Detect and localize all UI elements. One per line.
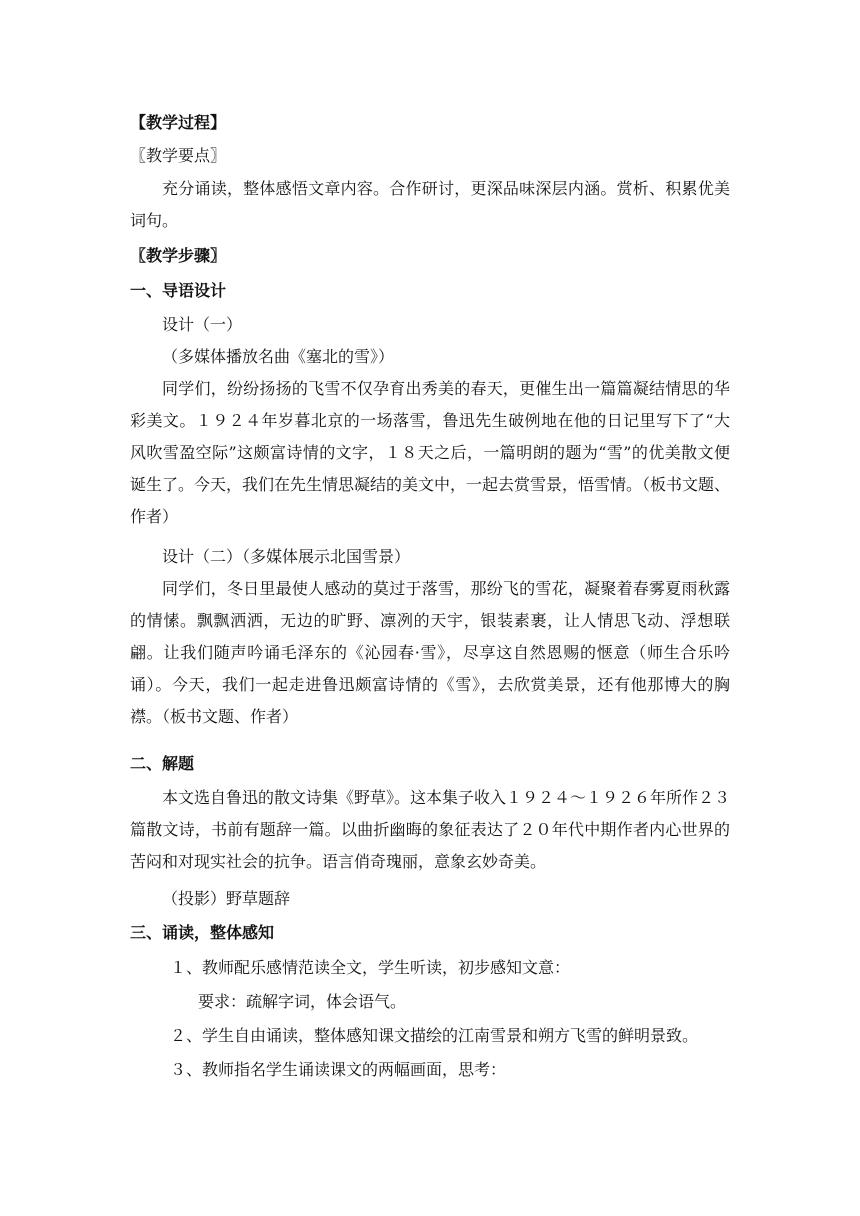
heading-teaching-points: 〖教学要点〗 bbox=[130, 146, 227, 165]
section-3-title: 三、诵读，整体感知 bbox=[130, 923, 275, 942]
design-1-media: （多媒体播放名曲《塞北的雪》） bbox=[162, 347, 395, 366]
projection-note: （投影）野草题辞 bbox=[162, 889, 291, 908]
section-3-item-1-requirement: 要求：疏解字词，体会语气。 bbox=[198, 992, 407, 1011]
design-2-label: 设计（二）（多媒体展示北国雪景） bbox=[162, 547, 411, 566]
heading-teaching-process: 【教学过程】 bbox=[130, 113, 227, 132]
section-3-item-2: ２、学生自由诵读，整体感知课文描绘的江南雪景和朔方飞雪的鲜明景致。 bbox=[170, 1026, 699, 1045]
heading-teaching-steps: 〖教学步骤〗 bbox=[130, 246, 227, 265]
paragraph-design-1: 同学们，纷纷扬扬的飞雪不仅孕育出秀美的春天，更催生出一篇篇凝结情思的华彩美文。１９２４年岁暮北京的一场落雪，鲁迅先生破例地在他的日记里写下了“大风吹雪盈空际”这颇富诗情的文字，１８天之后，一篇明朗的题为“雪”的优美散文便诞生了。今天，我们在先生情思凝结的美文中，一起去赏雪景，悟雪情。（板书文题、作者） bbox=[130, 379, 731, 526]
section-1-title: 一、导语设计 bbox=[130, 281, 227, 300]
section-2-title: 二、解题 bbox=[130, 754, 195, 773]
section-3-item-1: １、教师配乐感情范读全文，学生听读，初步感知文意： bbox=[170, 958, 571, 977]
paragraph-teaching-points: 充分诵读，整体感悟文章内容。合作研讨，更深品味深层内涵。赏析、积累优美词句。 bbox=[130, 179, 730, 230]
section-3-item-3: ３、教师指名学生诵读课文的两幅画面，思考： bbox=[170, 1060, 507, 1079]
paragraph-design-2: 同学们，冬日里最使人感动的莫过于落雪，那纷飞的雪花，凝聚着春雾夏雨秋露的情愫。飘飘洒洒，无边的旷野、凛冽的天宇，银装素裹，让人情思飞动、浮想联翩。让我们随声吟诵毛泽东的《沁园春·雪》，尽享这自然恩赐的惬意（师生合乐吟诵）。今天，我们一起走进鲁迅颇富诗情的《雪》，去欣赏美景，还有他那博大的胸襟。（板书文题、作者） bbox=[130, 579, 730, 726]
design-1-label: 设计（一） bbox=[162, 315, 243, 334]
paragraph-section-2: 本文选自鲁迅的散文诗集《野草》。这本集子收入１９２４～１９２６年所作２３篇散文诗，书前有题辞一篇。以曲折幽晦的象征表达了２０年代中期作者内心世界的苦闷和对现实社会的抗争。语言俏奇瑰丽，意象玄妙奇美。 bbox=[130, 788, 731, 871]
